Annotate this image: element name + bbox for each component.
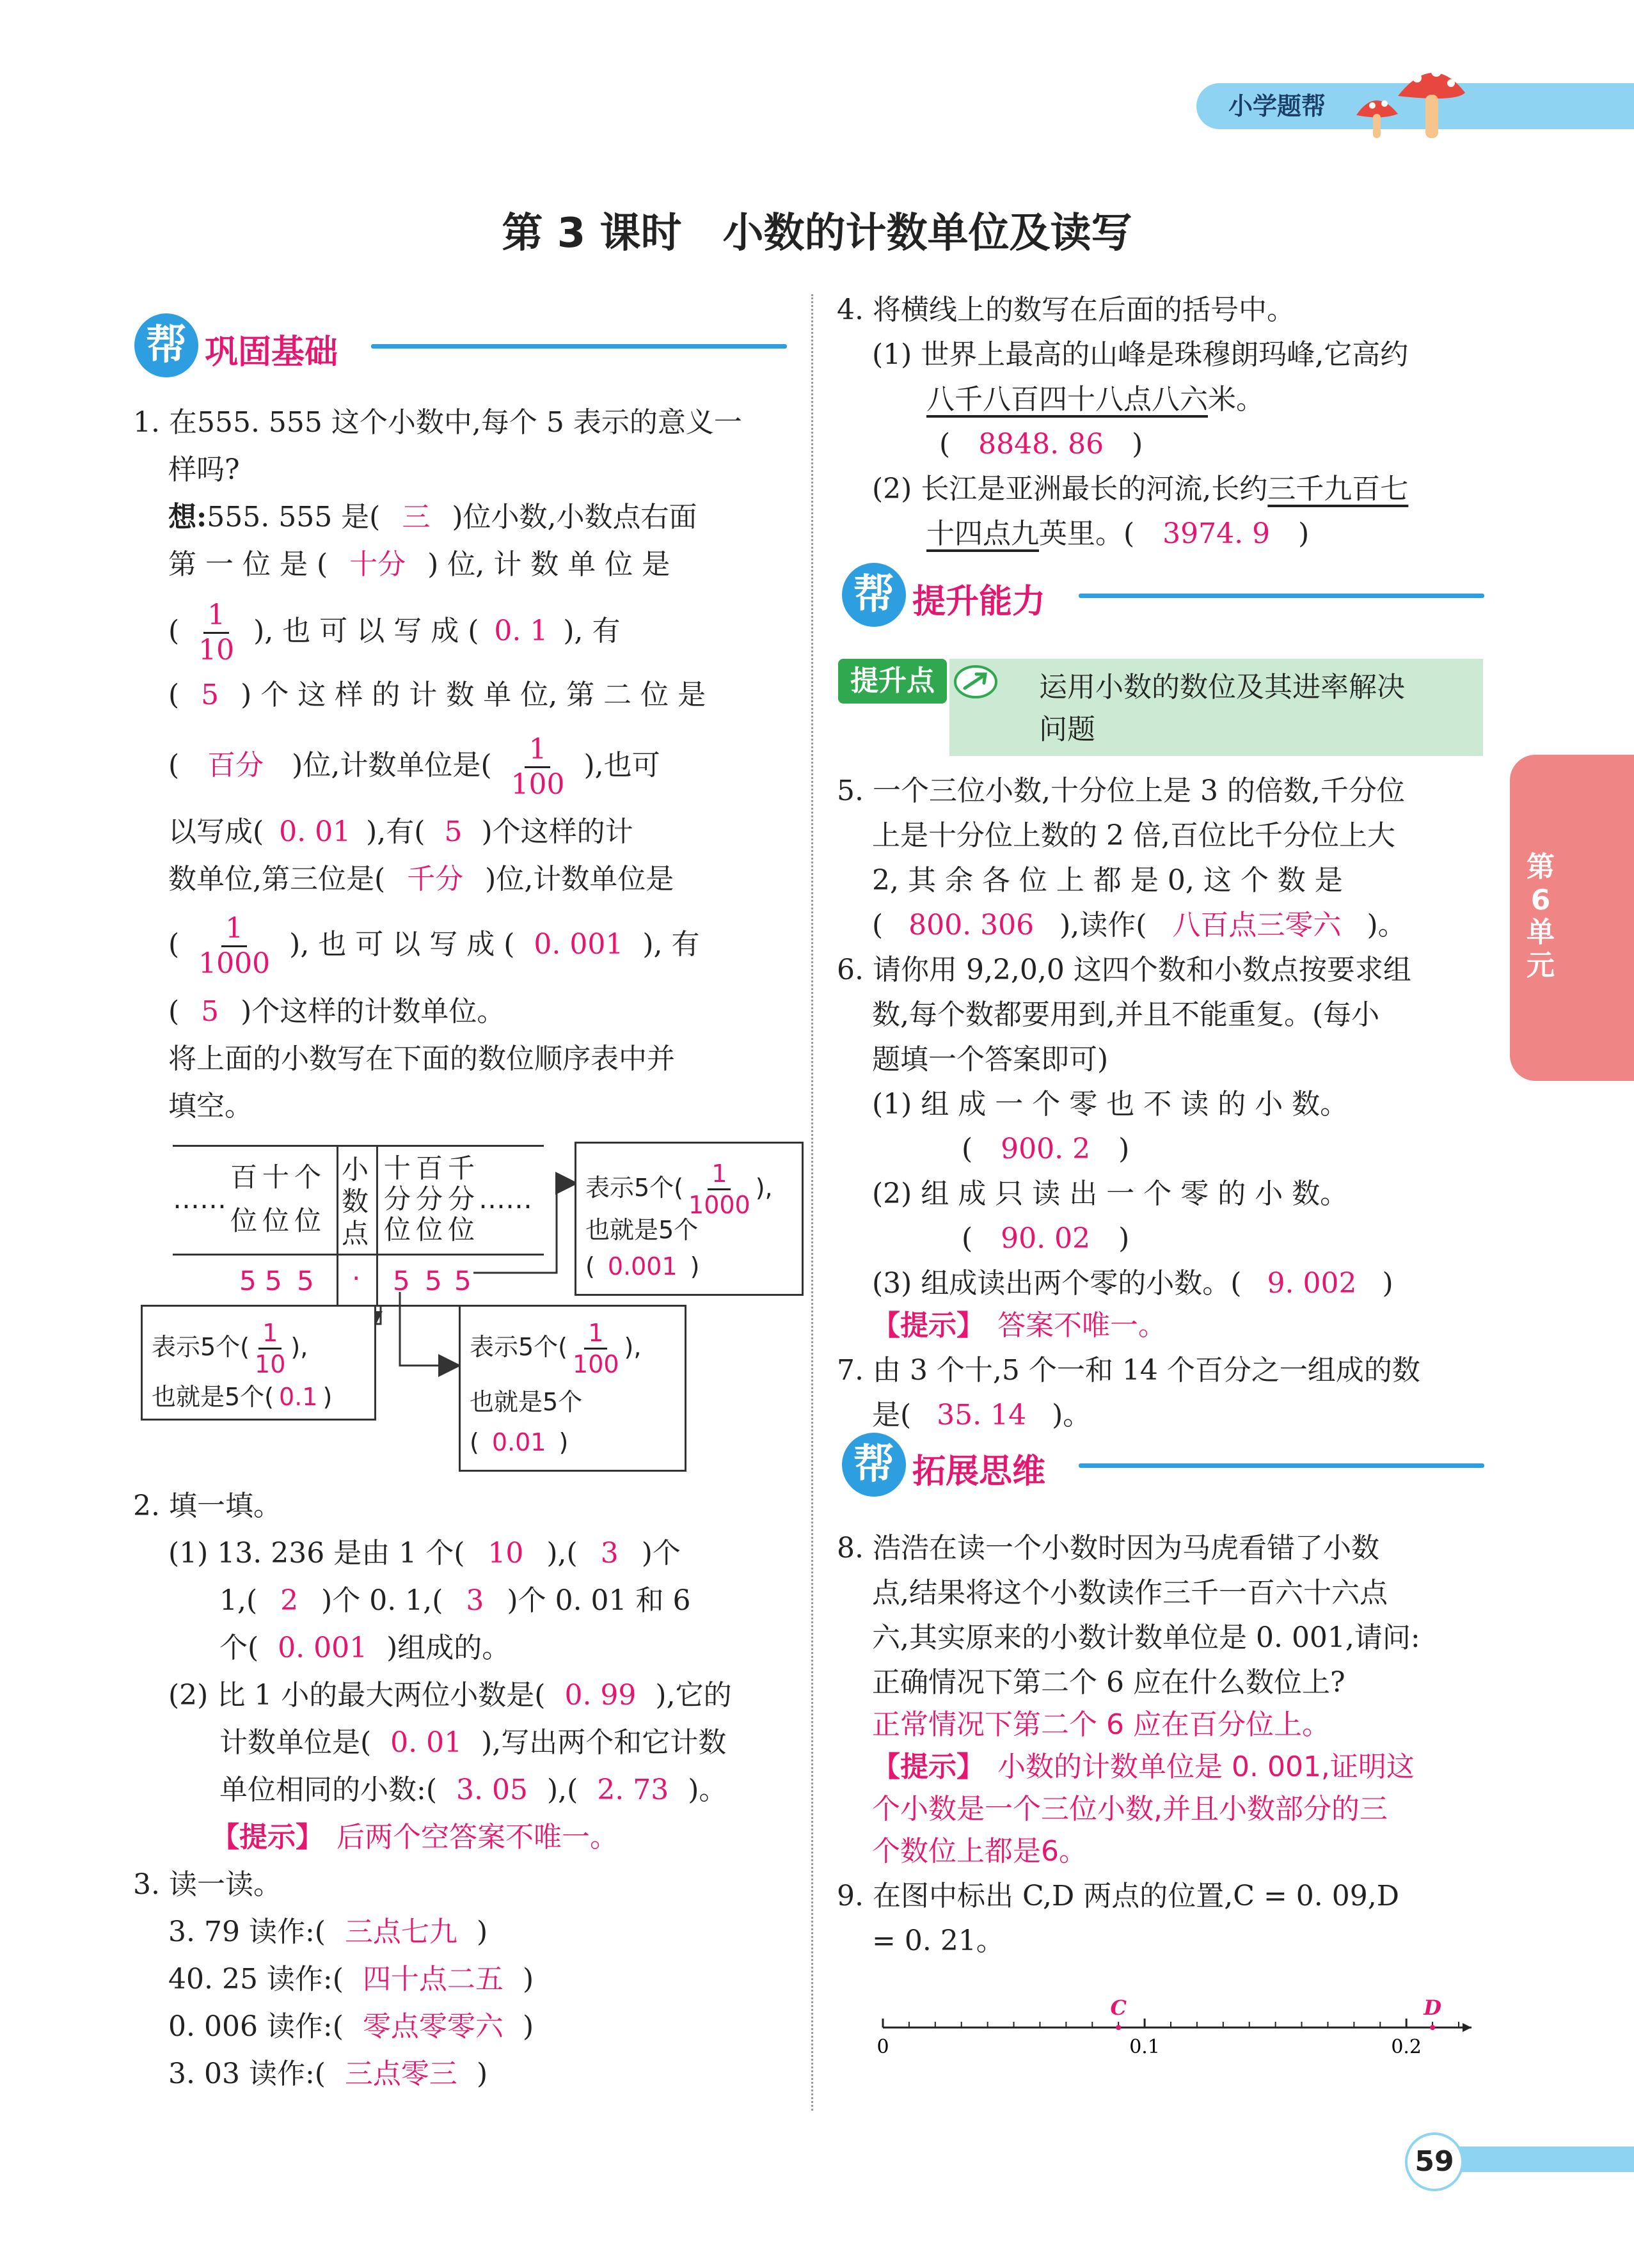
tick-label: 0 — [876, 2036, 889, 2058]
q1-line-2: 第 一 位 是 ( 十分 ) 位, 计 数 单 位 是 — [168, 548, 670, 581]
section-tisheng — [842, 563, 1484, 627]
q1-line-7: 数单位,第三位是( 千分 )位,计数单位是 — [168, 863, 674, 895]
number-line — [870, 1983, 1484, 2079]
point-label-c: C — [1110, 1996, 1127, 2020]
tick-label: 0.2 — [1391, 2036, 1422, 2058]
section-tuozhan — [842, 1433, 1484, 1497]
q2-p2-line3: 单位相同的小数:( 3. 05 ),( 2. 73 )。 — [219, 1774, 727, 1806]
q2-hint: 【提示】 后两个空答案不唯一。 — [211, 1821, 618, 1854]
bang-icon: 帮 — [842, 1433, 906, 1497]
q5-line1: 5. 一个三位小数,十分位上是 3 的倍数,千分位 — [837, 775, 1405, 807]
page-title: 第 3 课时 小数的计数单位及读写 — [502, 210, 1132, 257]
explain-box-thousandths: 表示5个( $\frac{1}{1000}$ ), 也就是5个 ( 0.001 ) — [575, 1142, 804, 1296]
arrow-icon — [953, 664, 998, 700]
tisheng-text-1: 运用小数的数位及其进率解决 — [1039, 671, 1405, 704]
q6-p2-answer: ( 90. 02 ) — [962, 1222, 1130, 1255]
q5-line4: ( 800. 306 ),读作( 八百点三零六 )。 — [872, 909, 1406, 941]
q6-p3: (3) 组成读出两个零的小数。( 9. 002 ) — [872, 1267, 1393, 1300]
bang-icon: 帮 — [842, 563, 906, 627]
q2-p1-line2: 1,( 2 )个 0. 1,( 3 )个 0. 01 和 6 — [219, 1584, 691, 1617]
place-value-table: …… 百 十 个 位 位 位 小 数 点 十 百 千 分 分 分 位 位 位 …… 5 5 5 · 5 5 5 — [173, 1145, 544, 1305]
explain-box-tenths: 表示5个( $\frac{1}{10}$ ), 也就是5个( 0.1 ) — [141, 1305, 376, 1421]
q6-hint: 【提示】 答案不唯一。 — [872, 1309, 1166, 1342]
unit-tab-line2: 单元 — [1527, 916, 1555, 982]
digit: 5 — [425, 1265, 442, 1296]
q2-stem: 2. 填一填。 — [133, 1490, 282, 1522]
q3-row4: 3. 03 读作:( 三点零三 ) — [168, 2058, 488, 2090]
section-line — [1079, 1463, 1484, 1468]
q6-p1: (1) 组 成 一 个 零 也 不 读 的 小 数。 — [872, 1088, 1349, 1121]
q8-hint-3: 个数位上都是6。 — [872, 1835, 1087, 1868]
decimal-point: · — [352, 1263, 361, 1294]
q2-p1-line3: 个( 0. 001 )组成的。 — [219, 1632, 511, 1664]
q1-line-6: 以写成( 0. 01 ),有( 5 )个这样的计 — [168, 815, 633, 848]
point-d — [1430, 2025, 1435, 2030]
q3-row1: 3. 79 读作:( 三点七九 ) — [168, 1916, 488, 1948]
q8-answer: 正常情况下第二个 6 应在百分位上。 — [872, 1708, 1330, 1741]
point-label-d: D — [1424, 1996, 1441, 2020]
unit-tab-line1: 第6 — [1527, 851, 1555, 917]
digit: 5 — [393, 1265, 410, 1296]
digit: 5 — [265, 1265, 282, 1296]
q6-p2: (2) 组 成 只 读 出 一 个 零 的 小 数。 — [872, 1177, 1349, 1210]
page-number: 59 — [1405, 2132, 1464, 2191]
q5-line2: 上是十分位上数的 2 倍,百位比千分位上大 — [872, 819, 1395, 852]
q2-p1-line1: (1) 13. 236 是由 1 个( 10 ),( 3 )个 — [168, 1537, 681, 1570]
q6-p1-answer: ( 900. 2 ) — [962, 1133, 1130, 1165]
digit: 5 — [454, 1265, 472, 1296]
q4-p2-line1: (2) 长江是亚洲最长的河流,长约三千九百七 — [872, 473, 1409, 505]
q8-line3: 六,其实原来的小数计数单位是 0. 001,请问: — [872, 1621, 1420, 1654]
q3-row3: 0. 006 读作:( 零点零零六 ) — [168, 2010, 534, 2043]
q6-line2: 数,每个数都要用到,并且不能重复。(每小 — [872, 998, 1380, 1031]
tick-label: 0.1 — [1129, 2036, 1160, 2058]
q2-p2-line2: 计数单位是( 0. 01 ),写出两个和它计数 — [219, 1726, 727, 1759]
q1-stem-a: 1. 在555. 555 这个小数中,每个 5 表示的意义一 — [133, 406, 742, 439]
explain-box-hundredths: 表示5个( $\frac{1}{100}$ ), 也就是5个 ( 0.01 ) — [459, 1305, 686, 1472]
q4-p1-line3: ( 8848. 86 ) — [939, 428, 1143, 461]
q6-line1: 6. 请你用 9,2,0,0 这四个数和小数点按要求组 — [837, 954, 1411, 986]
q4-p2-line2: 十四点九英里。( 3974. 9 ) — [926, 517, 1310, 550]
q8-hint-2: 个小数是一个三位小数,并且小数部分的三 — [872, 1793, 1388, 1825]
q5-line3: 2, 其 余 各 位 上 都 是 0, 这 个 数 是 — [872, 864, 1343, 897]
q8-line2: 点,结果将这个小数读作三千一百六十六点 — [872, 1577, 1388, 1609]
q1-stem-b: 样吗? — [168, 453, 240, 486]
q3-stem: 3. 读一读。 — [133, 1868, 282, 1901]
q7-line2: 是( 35. 14 )。 — [872, 1399, 1091, 1431]
q1-line-4: ( 5 ) 个 这 样 的 计 数 单 位, 第 二 位 是 — [168, 679, 706, 711]
q2-p2-line1: (2) 比 1 小的最大两位小数是( 0. 99 ),它的 — [168, 1679, 732, 1712]
bang-icon: 帮 — [134, 313, 198, 377]
digit: 5 — [239, 1265, 257, 1296]
brand-label: 小学题帮 — [1228, 92, 1326, 120]
point-c — [1116, 2025, 1121, 2030]
q1-line-3: ( $\frac{1}{10}$ ), 也 可 以 写 成 ( 0. 1 ), 有 — [168, 599, 621, 666]
q7-line1: 7. 由 3 个十,5 个一和 14 个百分之一组成的数 — [837, 1354, 1420, 1387]
q1-line-10: 将上面的小数写在下面的数位顺序表中并 — [168, 1043, 675, 1075]
q9-line1: 9. 在图中标出 C,D 两点的位置,C = 0. 09,D — [837, 1880, 1400, 1912]
q8-hint-1: 【提示】 小数的计数单位是 0. 001,证明这 — [872, 1751, 1415, 1783]
axis-arrow — [1463, 2023, 1471, 2032]
q6-line3: 题填一个答案即可) — [872, 1043, 1109, 1076]
section-line — [1079, 594, 1484, 598]
section-label: 拓展思维 — [912, 1453, 1046, 1491]
q1-line-5: ( 百分 )位,计数单位是( $\frac{1}{100}$ ),也可 — [168, 733, 660, 801]
tisheng-text-2: 问题 — [1039, 713, 1095, 746]
q4-stem: 4. 将横线上的数写在后面的括号中。 — [837, 294, 1295, 326]
q4-p1-line2: 八千八百四十八点八六米。 — [926, 383, 1264, 416]
q1-line-11: 填空。 — [168, 1090, 253, 1122]
q8-line1: 8. 浩浩在读一个小数时因为马虎看错了小数 — [837, 1532, 1379, 1564]
digit: 5 — [297, 1265, 314, 1296]
q3-row2: 40. 25 读作:( 四十点二五 ) — [168, 1963, 534, 1996]
q1-line-1: 想:555. 555 是( 三 )位小数,小数点右面 — [168, 501, 697, 533]
section-label: 巩固基础 — [205, 333, 338, 372]
think-label: 想: — [168, 501, 207, 533]
q1-line-8: ( $\frac{1}{1000}$ ), 也 可 以 写 成 ( 0. 001 ), 有 — [168, 912, 700, 980]
tisheng-tag: 提升点 — [838, 659, 947, 704]
q1-line-9: ( 5 )个这样的计数单位。 — [168, 995, 505, 1028]
q8-line4: 正确情况下第二个 6 应在什么数位上? — [872, 1666, 1345, 1699]
q9-line2: = 0. 21。 — [872, 1925, 1004, 1957]
q4-p1-line1: (1) 世界上最高的山峰是珠穆朗玛峰,它高约 — [872, 338, 1409, 371]
section-label: 提升能力 — [912, 583, 1046, 621]
